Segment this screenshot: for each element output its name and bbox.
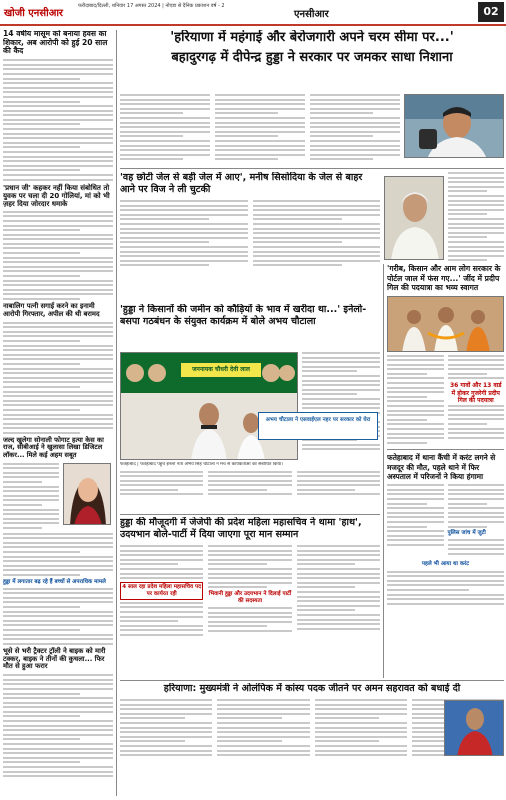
article-subhead: भिवानी हुड्डा और उदयभान ने दिलाई पार्टी की सदस्यता: [208, 590, 292, 604]
politician-photo: [404, 94, 504, 158]
article-headline: 'वह छोटी जेल से बड़ी जेल में आए', मनीष सिसोदिया के जेल से बाहर आने पर विज ने ली चुटकी: [120, 172, 363, 195]
article-headline: भूसे से भरी ट्रैक्टर ट्रॉली ने बाइक को मारी टक्कर, बाइक ने तीनों की कुचला... फिर मौत से हुआ फरार: [3, 646, 106, 671]
section-divider: [120, 168, 504, 169]
article-body: [3, 59, 113, 180]
chautala-story-body: [302, 352, 380, 460]
jjp-story: [120, 517, 380, 677]
rally-stage-photo: [120, 352, 298, 460]
article-body: [3, 533, 113, 576]
page-number: 02: [478, 2, 504, 22]
article-subhead: हुड्डा में लगातार बढ़ रहे हैं बच्चों से अपराधिक मामले: [3, 578, 106, 585]
article-body: [3, 322, 113, 434]
article-headline: 'प्रधान जी' कहकर नहीं किया संबोधित तो युवक पर चला दी 20 गोलियां, मां को भी ज़हर दिया जोरदार धमाके: [3, 183, 110, 208]
padyatra-photo: [387, 296, 504, 352]
article-subhead: पुलिस जांच में जुटी: [447, 530, 486, 537]
article-body: [3, 463, 59, 529]
lead-subheadline: बहादुरगढ़ में दीपेन्द्र हुड्डा ने सरकार पर जमकर साधा निशाना: [171, 50, 453, 65]
article-headline: 'हुड्डा ने किसानों की जमीन को कौड़ियों के भाव में खरीदा था...' इनेलो-बसपा गठबंधन के संयुक्त कार्यक्रम में बोले अभय चौटाला: [120, 304, 367, 327]
article-headline: फतेहाबाद में थाना कैंची में करंट लगने से मजदूर की मौत, पहले थाने में फिर अस्पताल में परिजनों ने किया हंगामा: [387, 453, 496, 481]
right-top-text: [448, 172, 504, 262]
article-subhead: पहले भी आया था करंट: [421, 560, 470, 567]
article-headline: हुड्डा की मौजूदगी में जेजेपी की प्रदेश महिला महासचिव ने थामा 'हाथ', उदयभान बोले-पार्टी में दिया जाएगा पूरा मान सम्मान: [120, 517, 362, 540]
article-headline: 'गरीब, किसान और आम लोग सरकार के पोर्टल जाल में फंस गए...' जींद में प्रदीप गिल की पदयात्रा का भव्य स्वागत: [387, 264, 501, 292]
lead-story-banner: [120, 30, 504, 90]
article-headline: नाबालिग पत्नी सगाई करने का इनामी आरोपी गिरफ्तार, अपील की थी बरामद: [3, 302, 100, 318]
column-divider: [383, 264, 384, 678]
issue-meta: फरीदाबाद/दिल्ली, शनिवार 17 अगस्त 2024 | नोएडा से दैनिक प्रकाशन वर्ष - 2: [78, 3, 225, 9]
column-divider: [116, 30, 117, 796]
section-divider: [120, 514, 380, 515]
section-divider: [120, 680, 504, 681]
right-column: [387, 264, 504, 678]
chautala-story-caption: [120, 462, 380, 512]
newspaper-brand: खोजी एनसीआर: [4, 8, 64, 19]
article-headline: हरियाणा: मुख्यमंत्री ने ओलंपिक में कांस्य पदक जीतने पर अमन सहरावत को बधाई दी: [163, 683, 461, 694]
masthead: [0, 0, 506, 26]
pull-quote: 36 गावों और 13 वार्ड में होकर गुजरेगी प्रदीप गिल की पदयात्रा: [449, 382, 502, 405]
highlight-box: [258, 412, 378, 440]
portrait-photo: [63, 463, 111, 525]
photo-caption: फतेहाबाद | फतेहाबाद पहुंचे इनेलो नेता अभय सिंह चौटाला ने मंच से कार्यकर्ताओं को संबोधित किया।: [120, 462, 283, 467]
article-body: [3, 674, 113, 777]
article-body: [3, 211, 113, 300]
article-headline: 14 वर्षीय मासूम को बनाया हवस का शिकार, अब आरोपी को हुई 20 साल की कैद: [3, 30, 108, 56]
left-column: [3, 30, 113, 796]
article-headline: जल्द खुलेगा सोनाली फोगाट हत्या केस का राज, सीबीआई ने खुलासा लिखा डिजिटल लॉकर... मिले कई अहम सबूत: [3, 435, 104, 460]
lead-story-body: [120, 94, 400, 164]
article-body: [3, 588, 113, 645]
article-subhead: अभय चौटाला ने एसवाईएल नहर पर सरकार को घेरा: [265, 417, 371, 423]
section-title: एनसीआर: [294, 9, 329, 20]
lead-headline: 'हरियाणा में महंगाई और बेरोजगारी अपने चरम सीमा पर...': [170, 30, 454, 45]
sisodia-story: [120, 172, 380, 302]
wrestler-photo: [444, 700, 504, 756]
article-subhead: 4 साल रहा प्रदेश महिला महासचिव पद पर कार्यरत रही: [120, 582, 203, 600]
minister-photo: [384, 176, 444, 260]
chautala-story-head: [120, 304, 380, 352]
stage-banner-text: जननायक चौधरी देवी लाल: [192, 366, 250, 373]
